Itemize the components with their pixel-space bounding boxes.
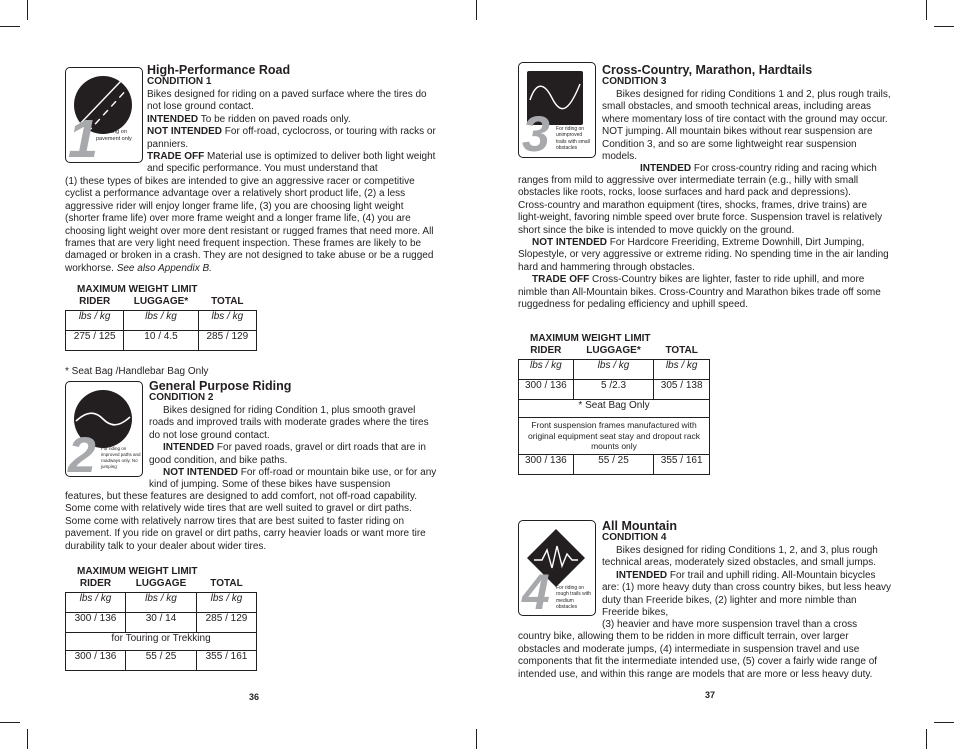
description: Bikes designed for riding Condition 1, plus smooth gravel roads and improved trails with moderate grades where the tires do not lose ground contact. <box>149 405 429 441</box>
unit-cell: lbs / kg <box>654 360 710 380</box>
section-body <box>149 405 437 492</box>
weight-limit-table <box>518 345 710 475</box>
value-cell: 30 / 14 <box>125 613 196 633</box>
section-body-continued <box>518 619 892 681</box>
seat-bag-row: * Seat Bag Only <box>519 400 710 418</box>
value-cell: 300 / 136 <box>519 454 574 474</box>
value-cell: 300 / 136 <box>519 380 574 400</box>
center-crop-mark <box>476 729 477 749</box>
value-cell: 305 / 138 <box>654 380 710 400</box>
value-cell: 285 / 129 <box>198 331 256 351</box>
equipment-note: Cross-country and marathon equipment (tires, shocks, frames, drive trains) are light-weight, favoring nimble speed over brute force. Suspension travel is relatively short since the bike is intended to move quickly on the ground. <box>518 199 883 236</box>
col-rider: RIDER <box>66 296 124 311</box>
weight-limit-table <box>65 578 257 671</box>
crop-mark <box>27 0 28 20</box>
not-intended-line: NOT INTENDED For off-road, cyclocross, or touring with racks or panniers. <box>147 126 436 150</box>
section-title: High-Performance Road <box>147 63 291 77</box>
condition-label: CONDITION 1 <box>147 76 212 87</box>
condition-number: 4 <box>522 564 550 620</box>
condition-number: 2 <box>68 427 96 483</box>
value-cell: 55 / 25 <box>125 651 196 671</box>
badge-caption: For riding on pavement only <box>96 129 132 142</box>
suspension-note-row: Front suspension frames manufactured with original equipment seat stay and dropout rack mounts only <box>519 418 710 455</box>
condition-label: CONDITION 2 <box>149 392 214 403</box>
value-cell: 300 / 136 <box>66 651 126 671</box>
unit-cell: lbs / kg <box>124 311 198 331</box>
crop-mark <box>926 0 927 20</box>
touring-row: for Touring or Trekking <box>66 633 257 651</box>
weight-limit-heading: MAXIMUM WEIGHT LIMIT <box>530 333 651 344</box>
value-cell: 300 / 136 <box>66 613 126 633</box>
trade-off-line: TRADE OFF Material use is optimized to deliver both light weight and specific performance. You must understand that <box>147 151 436 175</box>
value-cell: 10 / 4.5 <box>124 331 198 351</box>
section-body-continued: features, but these features are designed to add comfort, not off-road capability. Some come with relatively wide tires that are well suited to gravel or dirt paths. Some come with relatively narrow tires that are best suited to faster riding on pavement. If you ride on gravel or dirt paths, carry heavier loads or want more tire durability talk to your dealer about wider tires. <box>65 491 426 552</box>
unit-cell: lbs / kg <box>198 311 256 331</box>
intended-line: INTENDED For cross-country riding and racing which <box>640 163 877 175</box>
value-cell: 275 / 125 <box>66 331 124 351</box>
crop-mark <box>27 729 28 749</box>
condition-label: CONDITION 4 <box>602 532 667 543</box>
description: Bikes designed for riding Conditions 1, 2, and 3, plus rough technical areas, moderately sized obstacles, and small jumps. <box>602 545 878 569</box>
section-body <box>602 89 892 176</box>
unit-cell: lbs / kg <box>196 593 256 613</box>
value-cell: 355 / 161 <box>654 454 710 474</box>
section-title: Cross-Country, Marathon, Hardtails <box>602 63 813 77</box>
value-cell: 5 /2.3 <box>573 380 654 400</box>
col-rider: RIDER <box>519 345 574 360</box>
unit-cell: lbs / kg <box>66 311 124 331</box>
condition-1-badge <box>65 67 143 169</box>
crop-mark <box>934 722 954 723</box>
badge-caption: For riding on improved paths and roadways only. No jumping <box>101 446 141 469</box>
weight-limit-table <box>65 296 257 351</box>
crop-mark <box>926 729 927 749</box>
description: Bikes designed for riding Conditions 1 and 2, plus rough trails, small obstacles, and smooth technical areas, including areas where momentary loss of tire contact with the ground may occur. NOT jumping. All mountain bikes without rear suspension are Condition 3, and so are some lightweight rear suspension models. <box>602 89 891 163</box>
section-title: General Purpose Riding <box>149 379 292 393</box>
section-body <box>602 545 892 619</box>
col-total: TOTAL <box>654 345 710 360</box>
condition-2-badge <box>65 381 143 483</box>
unit-cell: lbs / kg <box>573 360 654 380</box>
col-luggage: LUGGAGE* <box>124 296 198 311</box>
intended-continued: (3) heavier and have more suspension travel than a cross country bike, allowing them to be ridden in more difficult terrain, over larger obstacles and moderate jumps, (4) intermediate in suspension travel and use components that fit the intermediate intended use, (5) cover a fairly wide range of intended use, and within this range are models that are more or less heavy duty. <box>518 619 878 680</box>
table-footnote: * Seat Bag /Handlebar Bag Only <box>65 366 209 377</box>
trade-off-line: TRADE OFF Cross-Country bikes are lighter, faster to ride uphill, and more nimble than All-Mountain bikes. Cross-Country and Marathon bikes trade off some ruggedness for pedaling efficiency and uphill speed. <box>518 274 881 311</box>
badge-caption: For riding on unimproved trails with small obstacles <box>556 126 590 152</box>
col-total: TOTAL <box>196 578 256 593</box>
center-crop-mark <box>476 0 477 20</box>
condition-4-badge <box>518 520 596 620</box>
section-body-continued <box>518 175 890 311</box>
not-intended-line: NOT INTENDED For Hardcore Freeriding, Extreme Downhill, Dirt Jumping, Slopestyle, or very aggressive or extreme riding. No spending time in the air landing hard and hammering through obstacles. <box>518 237 889 273</box>
intended-line: INTENDED To be ridden on paved roads only. <box>147 113 351 125</box>
section-body <box>147 89 437 176</box>
page-number: 36 <box>249 692 260 702</box>
unit-cell: lbs / kg <box>125 593 196 613</box>
col-rider: RIDER <box>66 578 126 593</box>
value-cell: 355 / 161 <box>196 651 256 671</box>
col-luggage: LUGGAGE <box>125 578 196 593</box>
unit-cell: lbs / kg <box>519 360 574 380</box>
page-number: 37 <box>705 690 716 700</box>
badge-caption: For riding on rough trails with medium obstacles <box>556 585 592 611</box>
value-cell: 285 / 129 <box>196 613 256 633</box>
intended-line: INTENDED For trail and uphill riding. All-Mountain bicycles are: (1) more heavy duty than cross country bikes, but less heavy duty than Freeride bikes, (2) lighter and more nimble than Freeride bikes, <box>602 569 892 619</box>
condition-number: 1 <box>68 109 99 169</box>
col-luggage: LUGGAGE* <box>573 345 654 360</box>
crop-mark <box>0 26 20 27</box>
crop-mark <box>934 26 954 27</box>
section-title: All Mountain <box>602 519 677 533</box>
description: Bikes designed for riding on a paved surface where the tires do not lose ground contact. <box>147 89 427 113</box>
unit-cell: lbs / kg <box>66 593 126 613</box>
not-intended-line: NOT INTENDED For off-road or mountain bike use, or for any kind of jumping. Some of these bikes have suspension <box>149 467 437 491</box>
condition-number: 3 <box>522 106 550 162</box>
condition-3-badge <box>518 62 596 162</box>
weight-limit-heading: MAXIMUM WEIGHT LIMIT <box>77 284 198 295</box>
col-total: TOTAL <box>198 296 256 311</box>
condition-label: CONDITION 3 <box>602 76 667 87</box>
crop-mark <box>0 722 20 723</box>
value-cell: 55 / 25 <box>573 454 654 474</box>
intended-line: INTENDED For paved roads, gravel or dirt roads that are in good condition, and bike paths. <box>149 442 426 466</box>
section-body-continued: (1) these types of bikes are intended to give an aggressive racer or competitive cyclist a performance advantage over a relatively short product life, (2) a less aggressive rider will enjoy longer frame life, (3) you are choosing light weight (shorter frame life) over more frame weight and a longer frame life, (4) you are choosing light weight over more dent resistant or rugged frames that need more. All frames that are very light need frequent inspection. These frames are likely to be damaged or broken in a crash. They are not designed to take abuse or be a rugged workhorse. See also Appendix B. <box>65 176 434 274</box>
weight-limit-heading: MAXIMUM WEIGHT LIMIT <box>77 566 198 577</box>
intended-continued: ranges from mild to aggressive over intermediate terrain (e.g., hilly with small obstacles like roots, rocks, loose surfaces and hard pack and depressions). <box>518 175 859 199</box>
